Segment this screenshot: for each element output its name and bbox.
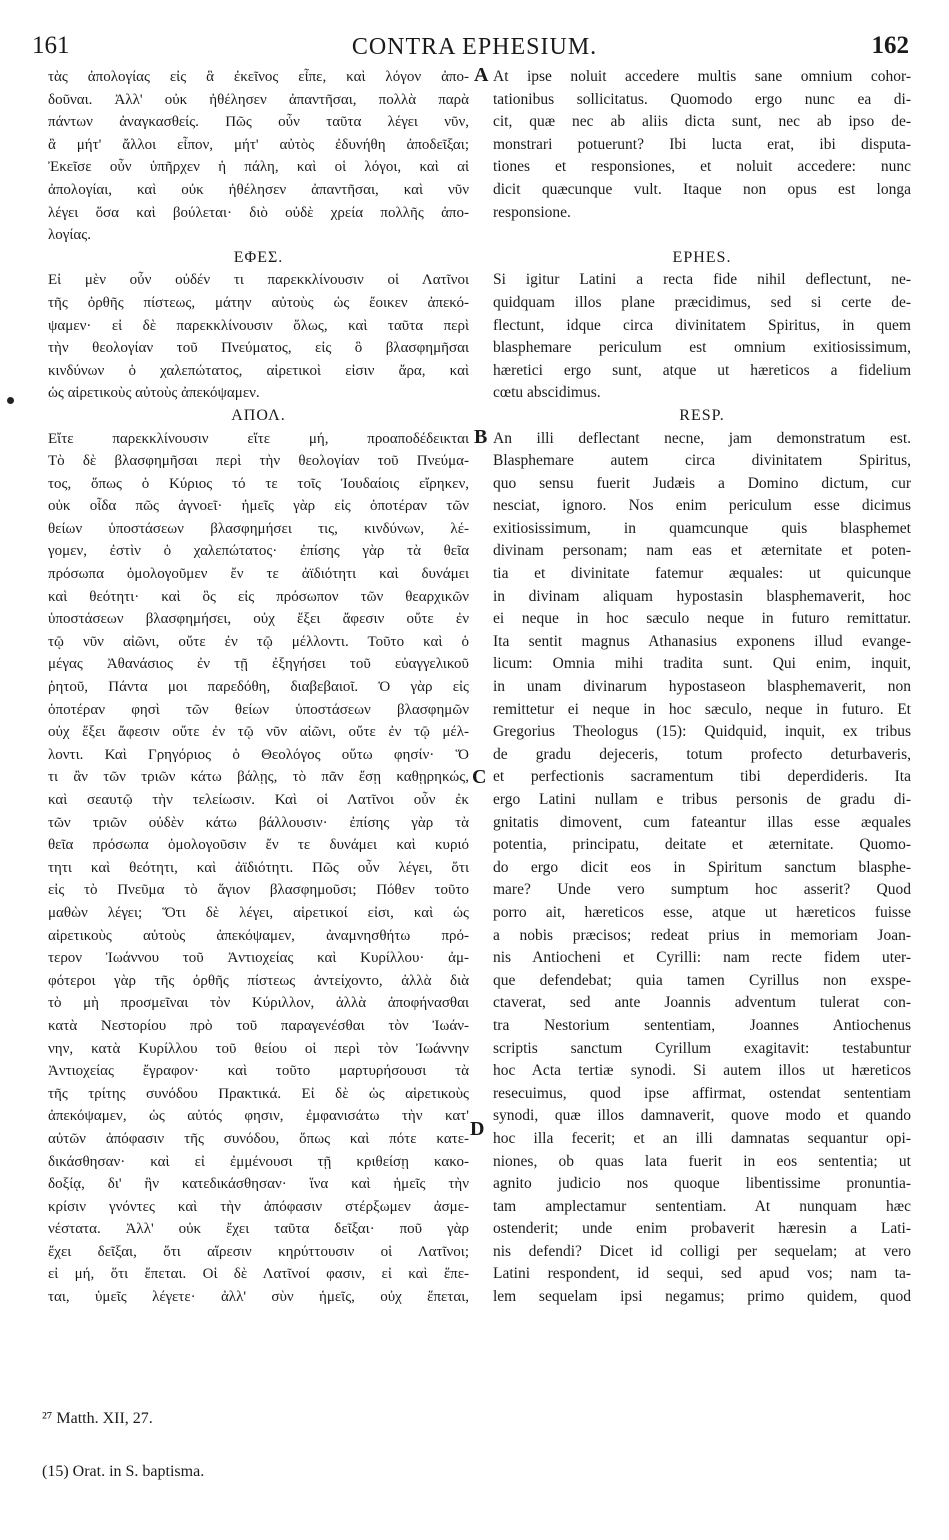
text-line: An illi deflectant necne, jam demonstratum est. <box>493 429 911 447</box>
text-line: ei neque in hoc sæculo neque in futuro remittatur. <box>493 610 911 628</box>
text-line: φότεροι γὰρ τῆς ὀρθῆς πίστεως ἀντείχοντο, ἀλλὰ διὰ <box>48 972 469 989</box>
text-line: αἱρετικοὺς αὐτοὺς ἀπεκόψαμεν, ἀναμνησθήτω πρό- <box>48 927 469 944</box>
text-line: cit, quæ nec ab aliis dicta sunt, nec ab ipso de- <box>493 113 911 131</box>
text-line: Latini respondent, id sequi, sed apud vos; nam ta- <box>493 1265 911 1283</box>
text-line: τὴν θεολογίαν τοῦ Πνεύματος, εἰς ὃ βλασφημῆσαι <box>48 340 469 357</box>
text-line: κατὰ Νεστορίου πρὸ τοῦ παραγενέσθαι τὸν Ἰωάν- <box>48 1017 469 1034</box>
text-line: μέγας Ἀθανάσιος ἐν τῇ ἐξηγήσει τοῦ εὐαγγελικοῦ <box>48 656 469 673</box>
text-line <box>493 224 911 247</box>
text-line: τῆς ὀρθῆς πίστεως, μάτην αὐτοὺς ὡς ἔοικεν ἀπεκό- <box>48 294 469 311</box>
text-line: Gregorius Theologus (15): Quidquid, inquit, ex tribus <box>493 723 911 741</box>
text-line: do ergo dicit eos in Spiritum sanctum blasphe- <box>493 858 911 876</box>
text-line: δικάσθησαν· καὶ εἰ ἐμμένουσι τῇ κριθείσῃ κακο- <box>48 1153 469 1170</box>
text-line: ῥητοῦ, Πάντα μοι παρεδόθη, διαβεβαιοῖ. Ὁ γὰρ εἰς <box>48 679 469 696</box>
text-line: τερον Ἰωάννου τοῦ Ἀντιοχείας καὶ Κυρίλλου· ἀμ- <box>48 950 469 967</box>
text-line: ἀπεκόψαμεν, ὡς αὐτός φησιν, ἐμφανισάτω τὴν κατ' <box>48 1108 469 1125</box>
text-line: remittetur ei neque in hoc sæculo, neque in futuro. Et <box>493 700 911 718</box>
text-line: εἰ μή, ὅτι ἕπεται. Οἱ δὲ Λατῖνοί φασιν, εἰ καὶ ἕπε- <box>48 1266 469 1283</box>
text-line: hoc Acta tertiæ synodi. Si autem illos ut hæreticos <box>493 1062 911 1080</box>
text-line: τῶν τριῶν οὐδὲν κάτω βάλλουσιν· ἐπίσης γὰρ τὰ <box>48 814 469 831</box>
text-line: responsione. <box>493 203 571 221</box>
text-line: flectunt, idque circa divinitatem Spiritus, in quem <box>493 316 911 334</box>
running-header <box>0 28 949 62</box>
text-line: Εἴτε παρεκκλίνουσιν εἴτε μή, προαποδέδεικται <box>48 430 469 447</box>
text-line: gnitatis dimovent, cum fateantur illas esse æquales <box>493 813 911 831</box>
text-line: τῆς τρίτης συνόδου Πρακτικά. Εἰ δὲ ὡς αἱρετικοὺς <box>48 1085 469 1102</box>
text-line: tra Nestorium sententiam, Joannes Antiochenus <box>493 1016 911 1034</box>
text-line: κρίσιν γνόντες καὶ τὴν ἀπόφασιν στέρξωμεν ἀσμε- <box>48 1198 469 1215</box>
text-line: tiones et responsiones, et noluit accedere: nunc <box>493 158 911 176</box>
text-line: Ἀντιοχείας ἔγραφον· καὶ τοῦτο μαρτυρήσουσι τὰ <box>48 1063 469 1080</box>
text-line: lem sequelam ipsi negamus; primo quidem, quod <box>493 1288 911 1306</box>
page-number-right: 162 <box>871 32 909 59</box>
greek-column <box>48 66 469 1309</box>
text-line: ται, ὑμεῖς λέγετε· ἀλλ' σὺν ἡμεῖς, οὐχ ἕπεται, <box>48 1289 469 1306</box>
text-line: λέγει ὅσα καὶ βούλεται· διὸ οὐδὲ χρεία πολλῆς ἀπο- <box>48 204 469 221</box>
text-line: nis defendi? Dicet id colligi per sequelam; at vero <box>493 1242 911 1260</box>
text-line: τῷ νῦν αἰῶνι, οὔτε ἐν τῷ μέλλοντι. Τοῦτο καὶ ὁ <box>48 633 469 650</box>
text-line: quidquam illos plane præcidimus, sed si certe de- <box>493 293 911 311</box>
text-line: Ita sentit magnus Athanasius exponens illud evange- <box>493 632 911 650</box>
text-line: τὸ μὴ προσμεῖναι τὸν Κύριλλον, ἀλλὰ ἀποφήνασθαι <box>48 995 469 1012</box>
text-line: nis Antiocheni et Cyrilli: nam recte fidem uter- <box>493 949 911 967</box>
text-line: πρόσωπα ὁμολογοῦμεν ἔν τε ἀϊδιότητι καὶ δυνάμει <box>48 566 469 583</box>
text-line: καὶ σεαυτῷ τὴν τελείωσιν. Καὶ οἱ Λατῖνοι οὖν ἐκ <box>48 792 469 808</box>
text-line: Ἐκεῖσε οὖν ὑπῆρχεν ἡ πάλη, καὶ οἱ λόγοι, καὶ αἱ <box>48 159 469 176</box>
text-line: mare? Unde vero sumptum hoc asserit? Quod <box>493 881 911 899</box>
text-line: τὰς ἀπολογίας εἰς ἃ ἐκεῖνος εἶπε, καὶ λόγον ἀπο- <box>48 69 469 85</box>
section-marker-c: C <box>472 766 487 788</box>
section-heading: EPHES. <box>672 248 732 266</box>
text-line: ctaverat, sed ante Joannis adventum tulerat con- <box>493 994 911 1012</box>
section-heading: ΑΠΟΛ. <box>231 406 286 424</box>
text-line: in divinam aliquam hypostasin blasphemaverit, hoc <box>493 587 911 605</box>
section-heading: RESP. <box>679 406 725 424</box>
text-line: δοξίᾳ, δι' ἣν κατεδικάσθησαν· ἵνα καὶ ἡμεῖς τὴν <box>48 1176 469 1193</box>
text-line: hoc illa fecerit; et an illi damnatas sequantur opi- <box>493 1129 911 1147</box>
greek-footnote: ²⁷ Matth. XII, 27. <box>42 1410 153 1427</box>
text-line: nesciat, ignoro. Nos enim periculum esse dicimus <box>493 497 911 515</box>
text-line: divinam personam; nam eas et æternitate et poten- <box>493 542 911 560</box>
text-line: exitiosissimum, in quamcunque quis blasphemet <box>493 519 911 537</box>
page-number-left: 161 <box>32 32 70 59</box>
text-line: οὐχ ἕξει ἄφεσιν οὔτε ἐν τῷ νῦν αἰῶνι, οὔτε ἐν τῷ μέλ- <box>48 724 469 741</box>
text-line: κινδύνων ὁ χαλεπώτατος, αἱρετικοὶ εἰσιν ἄρα, καὶ <box>48 362 469 379</box>
text-line: θείων ὑποστάσεων βλασφημήσει τις, κινδύνων, λέ- <box>48 520 469 537</box>
text-line: ἀπολογίαι, καὶ οὐκ ἠθέλησεν ἀπαντῆσαι, καὶ νῦν <box>48 181 469 198</box>
section-marker-a: A <box>474 64 489 86</box>
text-line: καὶ θεότητι· καὶ ὃς εἰς πρόσωπον τῶν θεαρχικῶν <box>48 588 469 605</box>
text-line: αὐτῶν ἀπόφασιν τῆς συνόδου, ὅπως καὶ πότε κατε- <box>48 1130 469 1147</box>
text-line: δοῦναι. Ἀλλ' οὐκ ἠθέλησεν ἀπαντῆσαι, πολλὰ παρὰ <box>48 91 469 108</box>
text-line: γομεν, ἐστὶν ὁ χαλεπώτατος· ἐπίσης γὰρ τὰ θεῖα <box>48 543 469 560</box>
text-line: niones, ob quas lata fuerit in eos sententia; ut <box>493 1152 911 1170</box>
text-line: τος, ὅπως ὁ Κύριος τό τε τοῖς Ἰουδαίοις εἴρηκεν, <box>48 475 469 492</box>
section-marker-d: D <box>470 1118 485 1140</box>
text-line: scriptis sanctum Cyrillum exagitavit: testabuntur <box>493 1039 911 1057</box>
text-line: πάντων ἀναγκασθείς. Πῶς οὖν ταῦτα λέγει νῦν, <box>48 114 469 131</box>
text-line: a nobis præcisos; redeat prius in memoriam Joan- <box>493 926 911 944</box>
latin-footnote: (15) Orat. in S. baptisma. <box>42 1463 205 1480</box>
text-line: At ipse noluit accedere multis sane omnium cohor- <box>493 68 911 85</box>
section-marker-b: B <box>474 426 488 448</box>
text-line: monstrari potuerunt? Ibi lucta erat, ibi disputa- <box>493 135 911 153</box>
text-line: hæretici ergo sunt, atque ut hæreticos a fidelium <box>493 361 911 379</box>
text-line: νην, κατὰ Κυρίλλου τοῦ θείου οἱ περὶ τὸν Ἰωάννην <box>48 1040 469 1057</box>
text-line: agnito judicio nos quoque libentissime pronuntia- <box>493 1175 911 1193</box>
text-line: ψαμεν· εἰ δὲ παρεκκλίνουσιν ὅλως, καὶ ταῦτα περὶ <box>48 317 469 334</box>
text-line: tia et divinitate fatemur æquales: ut quicunque <box>493 565 911 583</box>
text-line: λοντι. Καὶ Γρηγόριος ὁ Θεολόγος οὕτω φησίν· Ὅ <box>48 746 469 763</box>
text-line: in unam divinarum hypostaseon blasphemaverit, non <box>493 678 911 696</box>
text-line: que defendebat; quia tamen Cyrillus non exspe- <box>493 971 911 989</box>
text-line: et perfectionis sacramentum tibi deperdideris. Ita <box>493 768 911 786</box>
text-line: dicit quæcunque vult. Itaque non opus est longa <box>493 180 911 198</box>
text-line: tationibus sollicitatus. Quomodo ergo nunc ea di- <box>493 90 911 108</box>
text-line: porro ait, hæreticos esse, atque ut hæreticos fuisse <box>493 903 911 921</box>
text-line: quo sensu fuerit Judæis a Domino dictum, cur <box>493 474 911 492</box>
text-line: potentia, principatu, deitate et æternitate. Quomo- <box>493 836 911 854</box>
text-line: Τὸ δὲ βλασφημῆσαι περὶ τὴν θεολογίαν τοῦ Πνεύμα- <box>48 453 469 470</box>
text-line: licum: Omnia mihi tradita sunt. Qui enim, inquit, <box>493 655 911 673</box>
text-line: ἔχει δεῖξαι, ὅτι αἵρεσιν κηρύττουσιν οἱ Λατῖνοι; <box>48 1243 469 1260</box>
text-line: Εἰ μὲν οὖν οὐδέν τι παρεκκλίνουσιν οἱ Λατῖνοι <box>48 272 469 289</box>
text-line: οὐκ οἶδα πῶς ἀγνοεῖ· ἡμεῖς γὰρ εἰς ὁποτέραν τῶν <box>48 498 469 515</box>
text-line: blasphemare periculum est omnium exitiosissimum, <box>493 339 911 357</box>
latin-column <box>493 66 911 1309</box>
text-line: νέστατα. Ἀλλ' οὐκ ἔχει ταῦτα δεῖξαι· ποῦ γὰρ <box>48 1221 469 1238</box>
running-title: CONTRA EPHESIUM. <box>351 34 598 60</box>
text-line: cœtu abscidimus. <box>493 384 601 402</box>
text-line: τητι καὶ θεότητι, καὶ ἀϊδιότητι. Πῶς οὖν λέγει, ὅτι <box>48 859 469 876</box>
text-line: ὑποστάσεων βλασφημήσει, οὐχ ἕξει ἄφεσιν οὔτε ἐν <box>48 611 469 628</box>
text-line: synodi, quæ illos damnaverit, quove modo et quando <box>493 1107 911 1125</box>
text-line: εἰς τὸ Πνεῦμα τὸ ἅγιον βλασφημοῦσι; Πόθεν τοῦτο <box>48 882 469 899</box>
text-line: ἃ μήτ' ἄλλοι εἶπον, μήτ' αὐτὸς ἐδυνήθη ἀποδεῖξαι; <box>48 136 469 153</box>
ink-dot <box>7 397 14 404</box>
text-line: tam amplectamur sententiam. At nunquam hæc <box>493 1197 911 1215</box>
text-line: τι ἂν τῶν τριῶν κάτω βάλῃς, τὸ πᾶν ἔσῃ καθῃρηκώς, <box>48 769 469 786</box>
text-line: ergo Latini nullam e tribus personis de gradu di- <box>493 791 911 808</box>
text-line: θεῖα πρόσωπα ὁμολογοῦσιν ἔν τε δυνάμει καὶ κυριό <box>48 837 469 854</box>
text-line: Blasphemare autem circa divinitatem Spiritus, <box>493 452 911 470</box>
text-line: λογίας. <box>48 227 91 244</box>
text-line: Si igitur Latini a recta fide nihil deflectunt, ne- <box>493 271 911 289</box>
text-line: μαθὼν λέγει; Ὅτι δὲ λέγει, αἱρετικοί εἰσι, καὶ ὡς <box>48 904 469 921</box>
section-heading: ΕΦΕΣ. <box>233 248 284 266</box>
text-line: ὡς αἱρετικοὺς αὐτοὺς ἀπεκόψαμεν. <box>48 385 260 402</box>
text-line: ostenderit; unde enim probaverit hæresin a Lati- <box>493 1220 911 1238</box>
text-line: ὁποτέραν φησὶ τῶν θείων ὑποστάσεων βλασφημῶν <box>48 701 469 718</box>
text-line: de gradu dejeceris, totum profecto deturbaveris, <box>493 745 911 763</box>
text-line: resecuimus, quod ipse affirmat, ostendat sententiam <box>493 1084 911 1102</box>
